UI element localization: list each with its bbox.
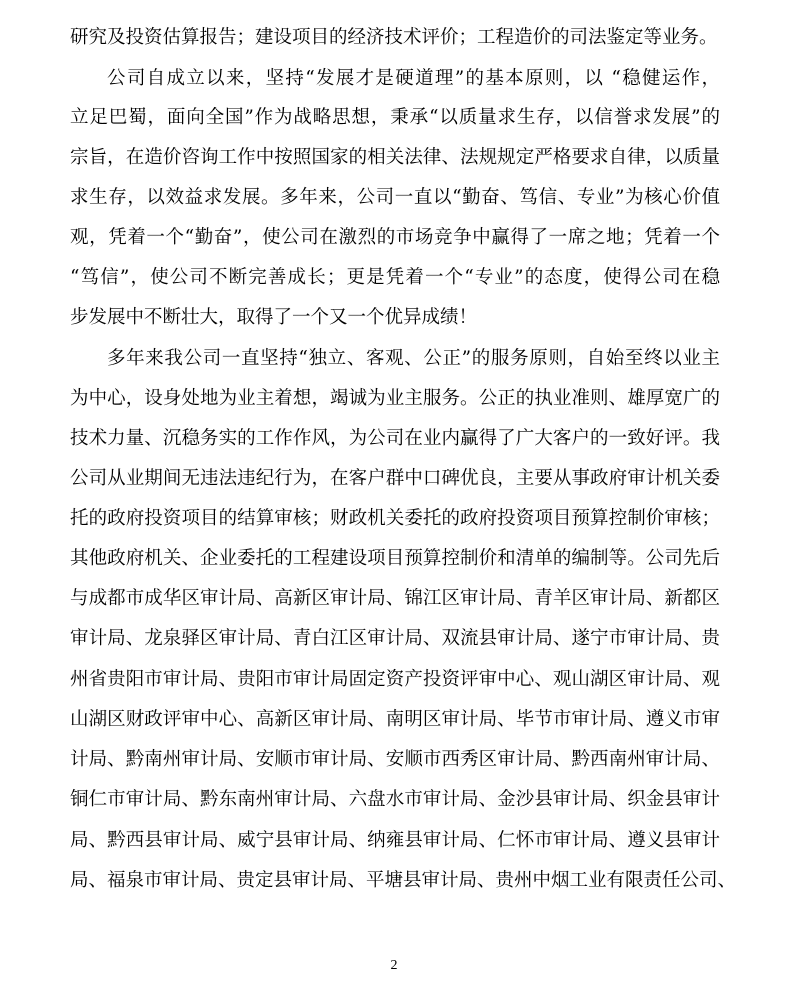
text-line: 多年来我公司一直坚持“独立、客观、公正”的服务原则，自始至终以业主	[107, 348, 720, 369]
text-line: 托的政府投资项目的结算审核；财政机关委托的政府投资项目预算控制价审核；	[70, 508, 720, 529]
text-line: 技术力量、沉稳务实的工作作风，为公司在业内赢得了广大客户的一致好评。我	[70, 428, 720, 449]
text-line: 立足巴蜀，面向全国”作为战略思想，秉承“以质量求生存，以信誉求发展”的	[70, 107, 720, 128]
text-line: 局、黔西县审计局、威宁县审计局、纳雍县审计局、仁怀市审计局、遵义县审计	[70, 830, 720, 851]
text-line: 为中心，设身处地为业主着想，竭诚为业主服务。公正的执业准则、雄厚宽广的	[70, 388, 720, 409]
text-line: 公司自成立以来，坚持“发展才是硬道理”的基本原则，以 “稳健运作，	[107, 68, 720, 89]
text-line: 局、福泉市审计局、贵定县审计局、平塘县审计局、贵州中烟工业有限责任公司、	[70, 870, 737, 891]
text-line: 公司从业期间无违法违纪行为，在客户群中口碑优良，主要从事政府审计机关委	[70, 468, 720, 489]
text-line: 州省贵阳市审计局、贵阳市审计局固定资产投资评审中心、观山湖区审计局、观	[70, 669, 720, 690]
text-line: 求生存，以效益求发展。多年来，公司一直以“勤奋、笃信、专业”为核心价值	[70, 187, 720, 208]
page-number: 2	[390, 958, 398, 973]
text-line: 审计局、龙泉驿区审计局、青白江区审计局、双流县审计局、遂宁市审计局、贵	[70, 628, 720, 649]
text-line: 与成都市成华区审计局、高新区审计局、锦江区审计局、青羊区审计局、新都区	[70, 588, 720, 609]
text-line: 宗旨，在造价咨询工作中按照国家的相关法律、法规规定严格要求自律，以质量	[70, 147, 720, 168]
text-line: 铜仁市审计局、黔东南州审计局、六盘水市审计局、金沙县审计局、织金县审计	[70, 789, 720, 810]
text-line: 其他政府机关、企业委托的工程建设项目预算控制价和清单的编制等。公司先后	[70, 548, 720, 569]
text-line: 山湖区财政评审中心、高新区审计局、南明区审计局、毕节市审计局、遵义市审	[70, 709, 720, 730]
text-line: “笃信”，使公司不断完善成长；更是凭着一个“专业”的态度，使得公司在稳	[70, 267, 720, 288]
text-line: 观，凭着一个“勤奋”，使公司在激烈的市场竞争中赢得了一席之地；凭着一个	[70, 227, 720, 248]
text-line: 研究及投资估算报告；建设项目的经济技术评价；工程造价的司法鉴定等业务。	[70, 27, 718, 48]
text-line: 步发展中不断壮大，取得了一个又一个优异成绩！	[70, 307, 478, 328]
text-line: 计局、黔南州审计局、安顺市审计局、安顺市西秀区审计局、黔西南州审计局、	[70, 749, 720, 770]
